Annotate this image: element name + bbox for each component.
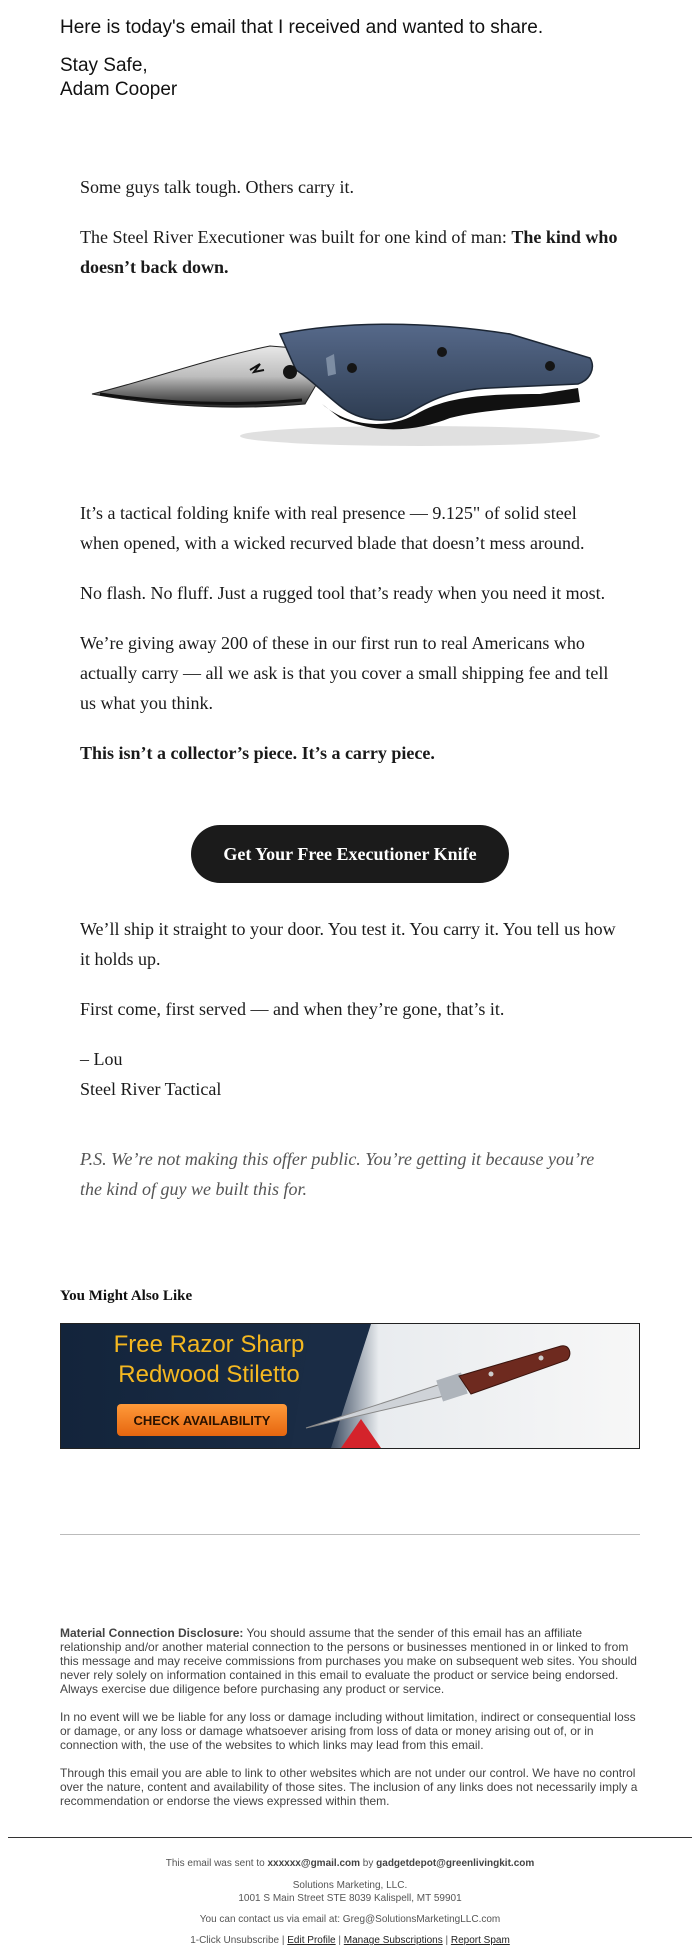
footer-sent-line xyxy=(0,1857,700,1870)
recipient-email: xxxxxx@gmail.com xyxy=(267,1858,361,1869)
company-name: Solutions Marketing, LLC. xyxy=(292,1880,408,1891)
sender-email: gadgetdepot@greenlivingkit.com xyxy=(376,1858,535,1869)
folding-knife-icon xyxy=(90,318,600,458)
intro-bold-text: The kind who doesn’t back down. xyxy=(80,227,618,277)
postscript: P.S. We’re not making this offer public. You’re getting it because you’re the kind of guy we built this for. xyxy=(80,1149,595,1199)
separator: | xyxy=(442,1935,451,1946)
urgency-paragraph: First come, first served — and when they’re gone, that’s it. xyxy=(80,999,505,1019)
disclosure-block xyxy=(60,1626,640,1808)
hook-line: Some guys talk tough. Others carry it. xyxy=(80,177,354,197)
company-address: 1001 S Main Street STE 8039 Kalispell, MT 59901 xyxy=(238,1893,462,1904)
forward-note xyxy=(60,16,660,102)
section-divider xyxy=(60,1534,640,1535)
disclosure-paragraph-3: Through this email you are able to link to other websites which are not under our control. We have no control over the nature, content and availability of those sites. The inclusion of any links does not necessarily imply a recommendation or endorse the views expressed within them. xyxy=(60,1766,638,1808)
stiletto-ad-banner[interactable] xyxy=(60,1323,640,1449)
check-availability-button[interactable]: CHECK AVAILABILITY xyxy=(117,1404,287,1436)
email-body-top xyxy=(80,172,620,282)
sent-by: by xyxy=(360,1858,377,1869)
forward-signoff xyxy=(60,54,660,102)
signature-name: – Lou xyxy=(80,1049,123,1069)
signoff-line: Stay Safe, xyxy=(60,55,148,76)
footer-divider xyxy=(8,1837,692,1838)
disclosure-label: Material Connection Disclosure: xyxy=(60,1626,244,1640)
product-image-folding-knife xyxy=(90,318,600,458)
intro-paragraph xyxy=(80,222,620,282)
disclosure-paragraph-2: In no event will we be liable for any loss or damage including without limitation, indirect or consequential loss or damage, or any loss or damage whatsoever arising from loss of data or money arising out of, or in connection with, the use of the websites to which links may lead from this email. xyxy=(60,1710,636,1752)
spec-paragraph: It’s a tactical folding knife with real presence — 9.125" of solid steel when opened, with a wicked recurved blade that doesn’t mess around. xyxy=(80,503,585,553)
email-body-closing xyxy=(80,914,620,1204)
footer-contact: You can contact us via email at: Greg@SolutionsMarketingLLC.com xyxy=(199,1914,501,1925)
giveaway-paragraph: We’re giving away 200 of these in our first run to real Americans who actually carry — all we ask is that you cover a small shipping fee and tell us what you think. xyxy=(80,633,609,713)
footer-links xyxy=(0,1934,700,1947)
edit-profile-link[interactable]: Edit Profile xyxy=(287,1935,336,1946)
banner-line-2: Redwood Stiletto xyxy=(118,1361,300,1388)
forward-intro-text: Here is today's email that I received and wanted to share. xyxy=(60,17,544,38)
you-might-also-like-heading: You Might Also Like xyxy=(60,1288,193,1304)
email-body-main xyxy=(80,498,620,768)
signoff-name: Adam Cooper xyxy=(60,79,178,100)
carry-piece-line: This isn’t a collector’s piece. It’s a carry piece. xyxy=(80,743,435,763)
signature-company: Steel River Tactical xyxy=(80,1079,222,1099)
banner-headline xyxy=(79,1330,339,1390)
rugged-paragraph: No flash. No fluff. Just a rugged tool that’s ready when you need it most. xyxy=(80,583,606,603)
sent-prefix: This email was sent to xyxy=(165,1858,268,1869)
banner-line-1: Free Razor Sharp xyxy=(113,1331,305,1358)
disclosure-paragraph-1 xyxy=(60,1626,640,1696)
manage-subscriptions-link[interactable]: Manage Subscriptions xyxy=(343,1935,443,1946)
unsubscribe-text: 1-Click Unsubscribe xyxy=(190,1935,280,1946)
intro-plain-text: The Steel River Executioner was built for one kind of man: xyxy=(80,227,512,247)
shipping-paragraph: We’ll ship it straight to your door. You test it. You carry it. You tell us how it holds up. xyxy=(80,919,616,969)
get-free-knife-button[interactable]: Get Your Free Executioner Knife xyxy=(191,825,509,883)
separator: | xyxy=(279,1935,288,1946)
footer-company-block xyxy=(0,1879,700,1905)
separator: | xyxy=(335,1935,344,1946)
report-spam-link[interactable]: Report Spam xyxy=(450,1935,510,1946)
disclosure-text-1: You should assume that the sender of this email has an affiliate relationship and/or another material connection to the persons or businesses mentioned in or linked to from this message and may receive commissions from purchases you make on subsequent web sites. You should never rely solely on information contained in this email to evaluate the product or service being endorsed. Always exercise due diligence before purchasing any product or service. xyxy=(60,1626,637,1696)
